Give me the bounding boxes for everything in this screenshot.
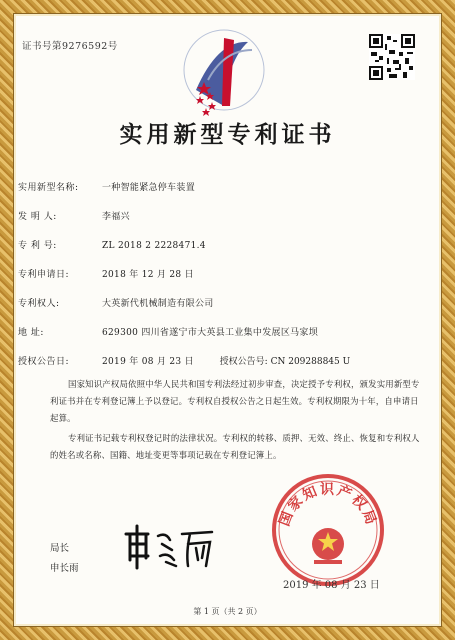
director-name: 申长雨 — [50, 563, 79, 574]
field-application-date — [18, 267, 194, 280]
field-value: ZL 2018 2 2228471.4 — [102, 241, 206, 251]
paragraph-grant-statement: 国家知识产权局依照中华人民共和国专利法经过初步审查，决定授予专利权，颁发实用新型专利证书并在专利登记簿上予以登记。专利权自授权公告之日起生效。专利权期限为十年，自申请日起算。 — [50, 379, 420, 423]
page-title: 实用新型专利证书 — [119, 121, 336, 148]
field-value: 李福兴 — [102, 212, 130, 222]
director-signature — [118, 522, 218, 572]
field-label: 专 利 号: — [18, 241, 57, 251]
field-label: 专利权人: — [18, 299, 60, 309]
field-label: 专利申请日: — [18, 270, 70, 280]
paragraph-legal-status: 专利证书记载专利权登记时的法律状况。专利权的转移、质押、无效、终止、恢复和专利权人的姓名或名称、国籍、地址变更等事项记载在专利登记簿上。 — [50, 433, 420, 460]
page-number: 第 1 页（共 2 页） — [193, 607, 262, 616]
certificate-number: 证书号第9276592号 — [22, 41, 118, 52]
field-address — [18, 325, 318, 338]
qr-code-icon — [369, 34, 415, 80]
field-label: 发 明 人: — [18, 212, 57, 222]
field-patentee — [18, 296, 214, 309]
field-label: 实用新型名称: — [18, 183, 79, 193]
director-title: 局长 — [50, 543, 70, 554]
field-label: 授权公告日: — [18, 357, 70, 367]
official-seal-icon — [268, 470, 388, 590]
seal-text: 国家知识产权局 — [276, 482, 380, 529]
seal-date: 2019 年 08 月 23 日 — [283, 580, 380, 591]
field-value: 2018 年 12 月 28 日 — [102, 270, 194, 280]
field-label: 授权公告号: — [219, 357, 268, 367]
field-inventor — [18, 209, 130, 222]
field-patent-number — [18, 238, 206, 251]
field-value: 一种智能紧急停车装置 — [102, 183, 196, 193]
field-label: 地 址: — [18, 328, 44, 338]
field-value: 2019 年 08 月 23 日 — [102, 357, 194, 367]
patent-office-emblem-icon — [178, 20, 270, 120]
field-grant-date — [18, 354, 350, 367]
field-value: CN 209288845 U — [270, 357, 351, 367]
field-value: 629300 四川省遂宁市大英县工业集中发展区马家坝 — [102, 328, 319, 338]
field-value: 大英新代机械制造有限公司 — [102, 299, 214, 309]
field-utility-model-name — [18, 180, 195, 193]
